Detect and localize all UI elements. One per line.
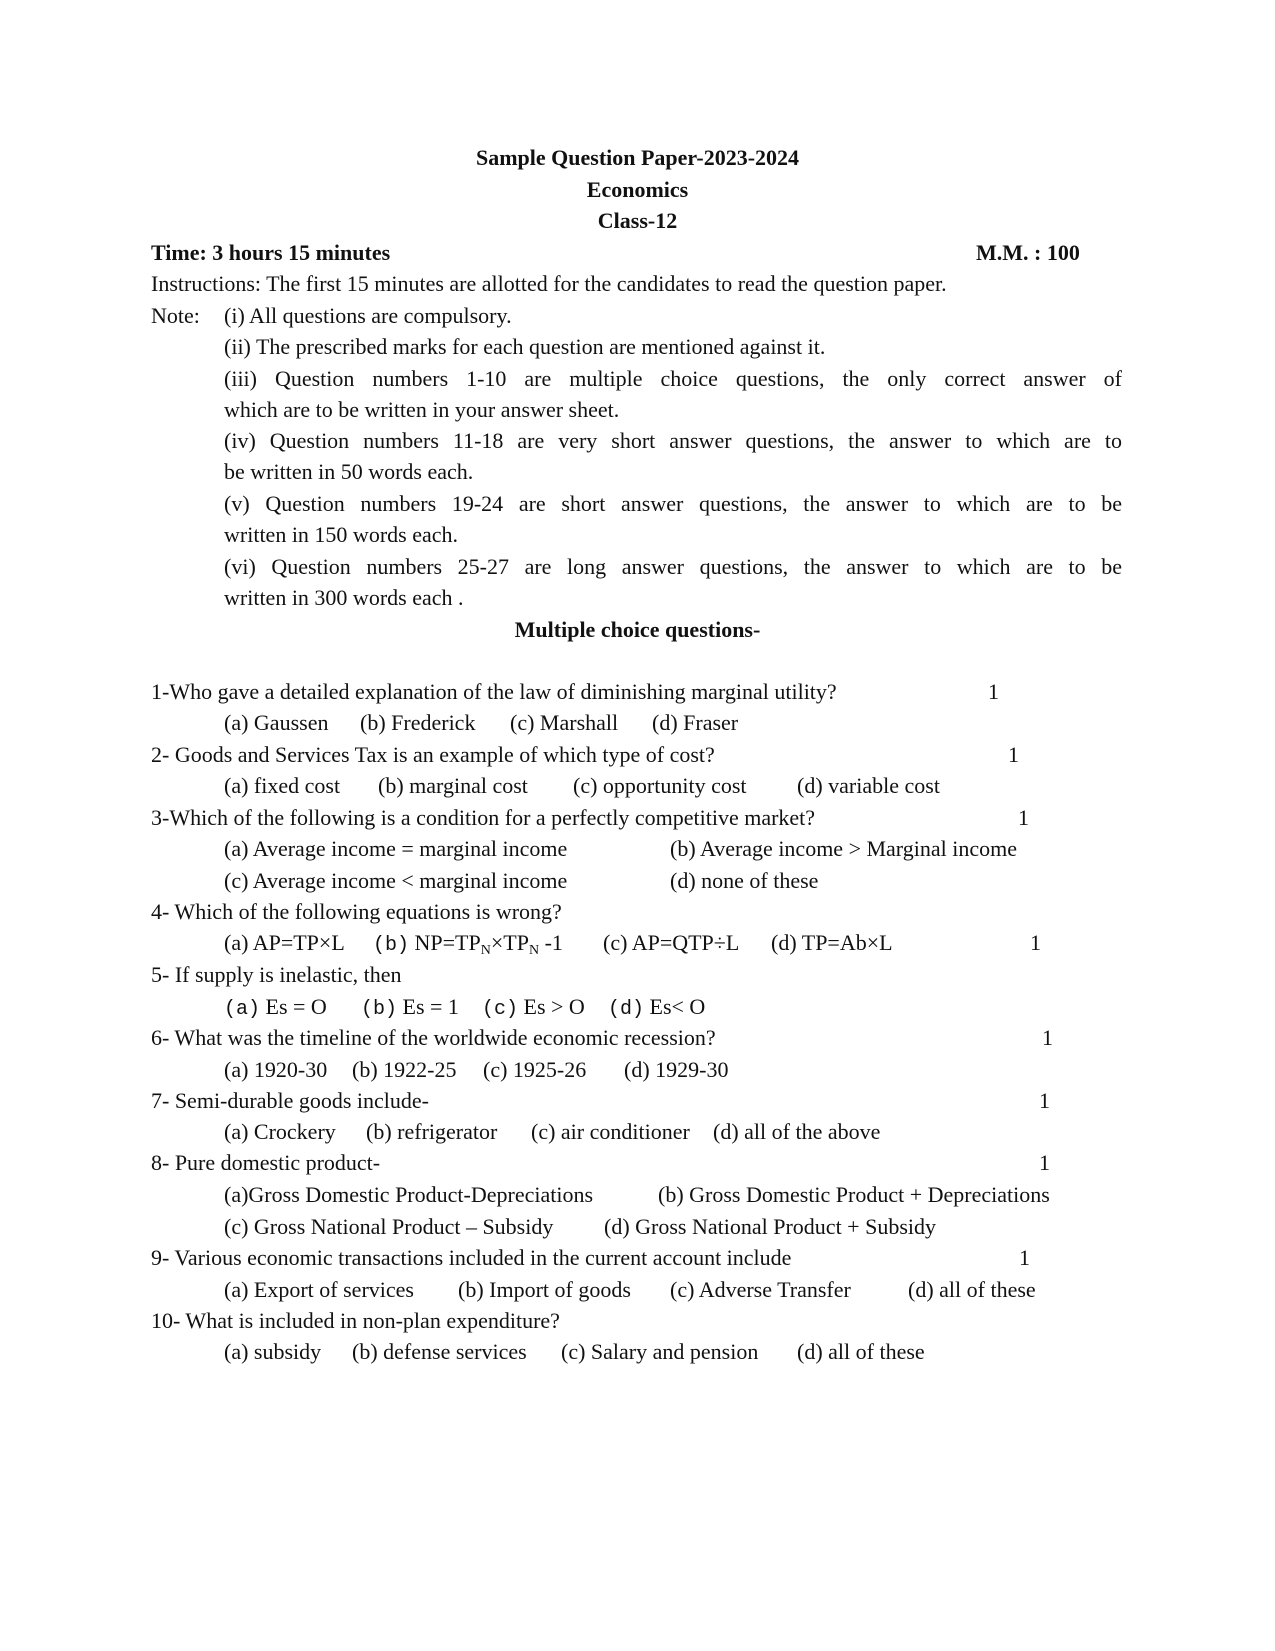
note-item-continued: which are to be written in your answer sheet. xyxy=(224,397,620,422)
option: (d) all of these xyxy=(908,1277,1036,1302)
option: (c) Marshall xyxy=(510,710,619,735)
option: (d) 1929-30 xyxy=(624,1057,729,1082)
option-letter: (d) xyxy=(608,998,645,1021)
option: (c) Salary and pension xyxy=(561,1339,759,1364)
option: (d) none of these xyxy=(670,868,819,893)
option: (b) Import of goods xyxy=(458,1277,631,1302)
question-marks: 1 xyxy=(1042,1025,1053,1050)
question-marks: 1 xyxy=(1008,742,1019,767)
option: (c) AP=QTP÷L xyxy=(603,930,740,955)
option: (b) Average income > Marginal income xyxy=(670,836,1017,861)
question-text: 7- Semi-durable goods include- xyxy=(151,1088,429,1113)
option: (d) all of these xyxy=(797,1339,925,1364)
option: (c) air conditioner xyxy=(531,1119,690,1144)
question-marks: 1 xyxy=(1030,930,1041,955)
question-marks: 1 xyxy=(1039,1150,1050,1175)
note-item-continued: written in 300 words each . xyxy=(224,585,464,610)
note-item: (iii) Question numbers 1-10 are multiple choice questions, the only correct answer of xyxy=(224,366,1122,391)
paper-title: Sample Question Paper-2023-2024 xyxy=(475,145,800,170)
max-marks-label: M.M. : 100 xyxy=(976,240,1080,265)
option-letter: (c) xyxy=(482,998,519,1021)
option: (d) Fraser xyxy=(652,710,739,735)
time-label: Time: 3 hours 15 minutes xyxy=(151,240,391,265)
note-label: Note: xyxy=(151,303,200,328)
option: (b) defense services xyxy=(352,1339,527,1364)
option: (c) 1925-26 xyxy=(483,1057,587,1082)
option: (c) Average income < marginal income xyxy=(224,868,568,893)
question-text: 3-Which of the following is a condition for a perfectly competitive market? xyxy=(151,805,816,830)
note-item: (vi) Question numbers 25-27 are long answer questions, the answer to which are to be xyxy=(224,554,1122,579)
question-text: 8- Pure domestic product- xyxy=(151,1150,381,1175)
option: (a) Gaussen xyxy=(224,710,329,735)
option: (b) Es = 1 xyxy=(361,994,459,1021)
option: (b) 1922-25 xyxy=(352,1057,457,1082)
option: (a)Gross Domestic Product-Depreciations xyxy=(224,1182,594,1207)
question-marks: 1 xyxy=(1039,1088,1050,1113)
note-item-continued: be written in 50 words each. xyxy=(224,459,474,484)
question-marks: 1 xyxy=(988,679,999,704)
instructions-text: Instructions: The first 15 minutes are allotted for the candidates to read the question paper. xyxy=(151,271,947,296)
question-marks: 1 xyxy=(1019,1245,1030,1270)
option: (a) Average income = marginal income xyxy=(224,836,568,861)
option: (b) refrigerator xyxy=(366,1119,498,1144)
note-item: (iv) Question numbers 11-18 are very short answer questions, the answer to which are to xyxy=(224,428,1122,453)
option: (b) $NP=TP_N\times TP_N$ -1 xyxy=(373,930,563,958)
subject-title: Economics xyxy=(586,177,689,202)
option: (a) Export of services xyxy=(224,1277,414,1302)
note-item: (ii) The prescribed marks for each question are mentioned against it. xyxy=(224,334,826,359)
option: (c) Gross National Product – Subsidy xyxy=(224,1214,554,1239)
question-text: 9- Various economic transactions included in the current account include xyxy=(151,1245,792,1270)
option-letter: (a) xyxy=(224,998,261,1021)
option: (c) Es > O xyxy=(482,994,585,1021)
question-marks: 1 xyxy=(1018,805,1029,830)
option: (a) fixed cost xyxy=(224,773,341,798)
question-text: 4- Which of the following equations is wrong? xyxy=(151,899,562,924)
option: (a) Es = O xyxy=(224,994,327,1021)
option: (b) Frederick xyxy=(360,710,476,735)
option: (c) opportunity cost xyxy=(573,773,747,798)
option: (b) marginal cost xyxy=(378,773,528,798)
option: (a) AP=TP×L xyxy=(224,930,345,955)
option: (a) subsidy xyxy=(224,1339,322,1364)
option: (d) Gross National Product + Subsidy xyxy=(604,1214,936,1239)
option-letter: (b) xyxy=(373,934,410,957)
option-letter: (b) xyxy=(361,998,398,1021)
option: (a) 1920-30 xyxy=(224,1057,328,1082)
note-item: (v) Question numbers 19-24 are short answer questions, the answer to which are to be xyxy=(224,491,1122,516)
section-title: Multiple choice questions- xyxy=(514,617,761,642)
option: (d) Es< O xyxy=(608,994,706,1021)
option: (d) TP=Ab×L xyxy=(771,930,893,955)
option: (c) Adverse Transfer xyxy=(670,1277,851,1302)
option: (d) variable cost xyxy=(797,773,940,798)
note-item: (i) All questions are compulsory. xyxy=(224,303,512,328)
note-item-continued: written in 150 words each. xyxy=(224,522,458,547)
class-title: Class-12 xyxy=(597,208,678,233)
question-text: 2- Goods and Services Tax is an example of which type of cost? xyxy=(151,742,715,767)
option: (d) all of the above xyxy=(713,1119,881,1144)
question-text: 1-Who gave a detailed explanation of the law of diminishing marginal utility? xyxy=(151,679,837,704)
option: (a) Crockery xyxy=(224,1119,336,1144)
option: (b) Gross Domestic Product + Depreciations xyxy=(658,1182,1050,1207)
question-text: 6- What was the timeline of the worldwide economic recession? xyxy=(151,1025,716,1050)
question-text: 5- If supply is inelastic, then xyxy=(151,962,402,987)
question-text: 10- What is included in non-plan expenditure? xyxy=(151,1308,560,1333)
